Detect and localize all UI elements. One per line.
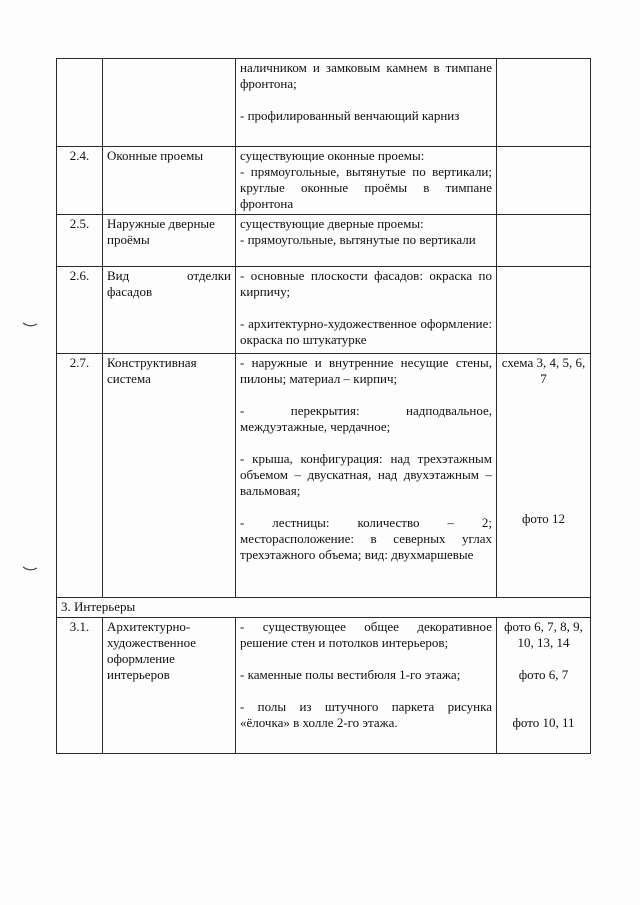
description-line: - профилированный венчающий карниз bbox=[240, 108, 460, 123]
row-number: 2.6. bbox=[57, 267, 103, 354]
row-title: Архитектурно-художественное оформление интерьеров bbox=[103, 618, 236, 754]
row-number: 2.4. bbox=[57, 147, 103, 215]
reference-text: схема 3, 4, 5, 6, 7 bbox=[501, 355, 586, 386]
reference-text: фото 10, 11 bbox=[512, 715, 575, 730]
row-title-word: фасадов bbox=[107, 284, 153, 299]
table-row bbox=[57, 215, 591, 267]
reference-text: фото 6, 7 bbox=[518, 667, 569, 682]
table-row bbox=[57, 618, 591, 754]
row-description bbox=[236, 267, 497, 354]
description-line: - лестницы: количество – 2; месторасположение: в северных углах трехэтажного объема; вид: двухмаршевые bbox=[240, 515, 492, 562]
row-reference bbox=[497, 267, 591, 354]
description-line: - прямоугольные, вытянутые по вертикали bbox=[240, 232, 476, 247]
row-title-word: Вид bbox=[107, 268, 130, 283]
row-number: 2.5. bbox=[57, 215, 103, 267]
row-description bbox=[236, 147, 497, 215]
table-row bbox=[57, 59, 591, 147]
row-title bbox=[103, 59, 236, 147]
row-description bbox=[236, 354, 497, 598]
description-line: существующие дверные проемы: bbox=[240, 216, 424, 231]
reference-text: фото 12 bbox=[521, 511, 565, 526]
description-line: - существующее общее декоративное решение стен и потолков интерьеров; bbox=[240, 619, 492, 650]
margin-mark bbox=[22, 566, 36, 571]
table-row bbox=[57, 354, 591, 598]
row-number: 3.1. bbox=[57, 618, 103, 754]
row-reference bbox=[497, 215, 591, 267]
description-line: существующие оконные проемы: bbox=[240, 148, 425, 163]
description-line: - основные плоскости фасадов: окраска по кирпичу; bbox=[240, 268, 492, 299]
row-reference bbox=[497, 147, 591, 215]
row-title: Наружные дверные проёмы bbox=[103, 215, 236, 267]
description-line: наличником и замковым камнем в тимпане фронтона; bbox=[240, 60, 492, 91]
row-description bbox=[236, 215, 497, 267]
description-line: - полы из штучного паркета рисунка «ёлочка» в холле 2-го этажа. bbox=[240, 699, 492, 730]
row-title: Оконные проемы bbox=[103, 147, 236, 215]
description-line: - прямоугольные, вытянутые по вертикали; круглые оконные проёмы в тимпане фронтона bbox=[240, 164, 492, 211]
description-line: - архитектурно-художественное оформление: окраска по штукатурке bbox=[240, 316, 492, 347]
description-line: - каменные полы вестибюля 1-го этажа; bbox=[240, 667, 461, 682]
section-row bbox=[57, 598, 591, 618]
table-row bbox=[57, 267, 591, 354]
row-title bbox=[103, 267, 236, 354]
description-line: - крыша, конфигурация: над трехэтажным объемом – двускатная, над двухэтажным – вальмовая; bbox=[240, 451, 492, 498]
section-title: 3. Интерьеры bbox=[57, 598, 591, 618]
row-reference bbox=[497, 618, 591, 754]
row-description bbox=[236, 59, 497, 147]
description-line: - наружные и внутренние несущие стены, пилоны; материал – кирпич; bbox=[240, 355, 492, 386]
row-title-word: отделки bbox=[187, 268, 231, 283]
row-reference bbox=[497, 354, 591, 598]
description-line: - перекрытия: надподвальное, междуэтажные, чердачное; bbox=[240, 403, 492, 434]
row-title: Конструктивная система bbox=[103, 354, 236, 598]
reference-text: фото 6, 7, 8, 9, 10, 13, 14 bbox=[504, 619, 583, 650]
row-description bbox=[236, 618, 497, 754]
row-number bbox=[57, 59, 103, 147]
table-row bbox=[57, 147, 591, 215]
row-reference bbox=[497, 59, 591, 147]
characteristics-table bbox=[56, 58, 591, 754]
margin-mark bbox=[22, 322, 36, 327]
row-number: 2.7. bbox=[57, 354, 103, 598]
